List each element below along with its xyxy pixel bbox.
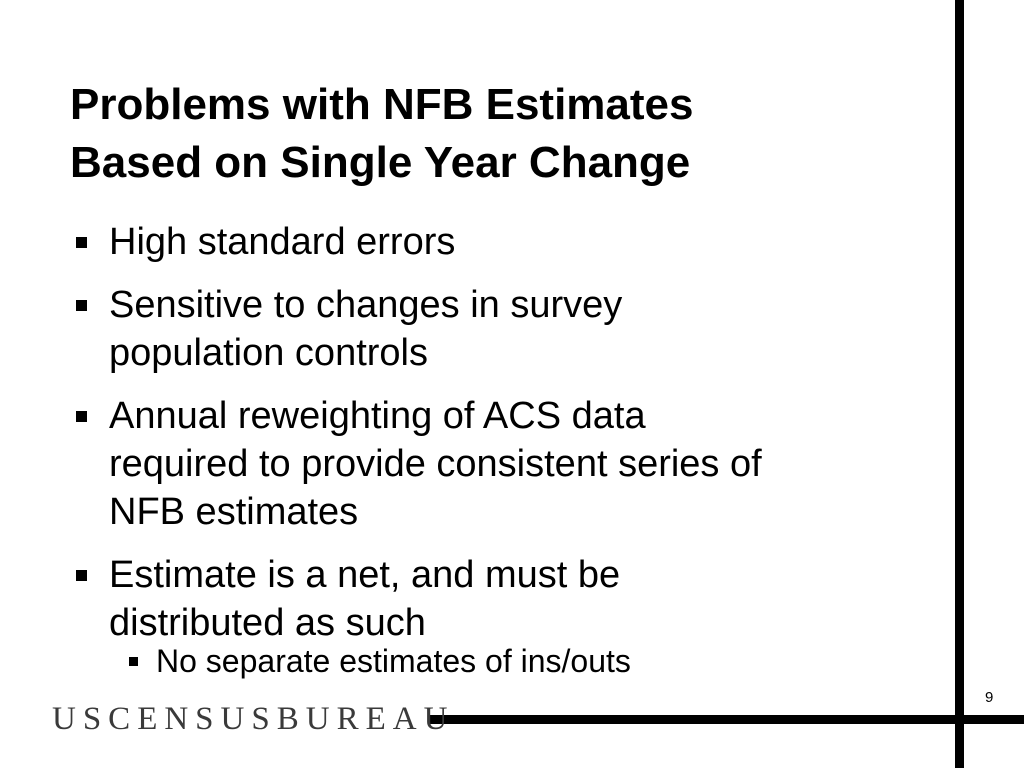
bullet-text: NFB estimates bbox=[109, 491, 359, 533]
square-bullet-icon bbox=[76, 411, 87, 422]
bullet-text: Annual reweighting of ACS data bbox=[109, 395, 646, 437]
horizontal-divider bbox=[428, 715, 1024, 724]
square-bullet-icon bbox=[76, 237, 87, 248]
sub-bullet-text: No separate estimates of ins/outs bbox=[156, 643, 631, 679]
bullet-item bbox=[70, 281, 930, 377]
sub-bullet-list bbox=[109, 641, 930, 681]
sub-bullet-item bbox=[129, 641, 930, 681]
square-bullet-icon bbox=[76, 300, 87, 311]
bullet-text: population controls bbox=[109, 332, 428, 374]
title-line-1: Problems with NFB Estimates bbox=[70, 80, 694, 129]
vertical-divider bbox=[955, 0, 964, 768]
bullet-text: High standard errors bbox=[109, 221, 456, 263]
square-bullet-icon bbox=[76, 570, 87, 581]
bullet-item bbox=[70, 551, 930, 681]
bullet-item bbox=[70, 392, 930, 536]
title-line-2: Based on Single Year Change bbox=[70, 138, 691, 187]
bullet-text: Estimate is a net, and must be bbox=[109, 554, 621, 596]
bullet-text: Sensitive to changes in survey bbox=[109, 284, 623, 326]
page-number: 9 bbox=[985, 689, 994, 706]
bullet-text: distributed as such bbox=[109, 602, 426, 644]
bullet-text: required to provide consistent series of bbox=[109, 443, 762, 485]
census-bureau-logo: USCENSUSBUREAU bbox=[52, 701, 455, 737]
bullet-item bbox=[70, 218, 930, 266]
bullet-list bbox=[70, 218, 930, 696]
slide-title bbox=[70, 76, 930, 192]
square-bullet-icon bbox=[129, 657, 138, 666]
